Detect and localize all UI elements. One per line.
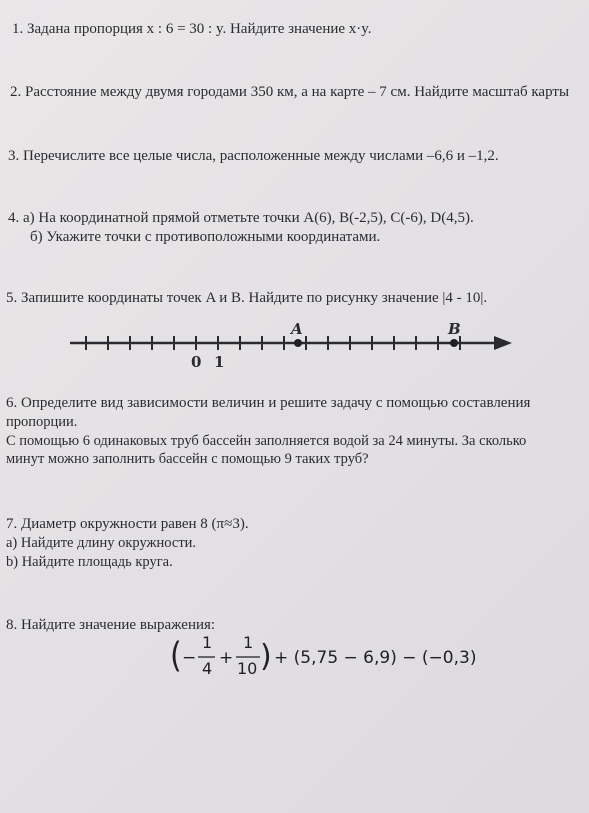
expr-frac1-denominator: 4 (202, 659, 213, 678)
problem-6-line-3: С помощью 6 одинаковых труб бассейн заполняется водой за 24 минуты. За сколько (6, 433, 527, 449)
problem-2: 2. Расстояние между двумя городами 350 км, а на карте – 7 см. Найдите масштаб карты (10, 84, 570, 100)
label-B: B (448, 320, 461, 338)
problem-1: 1. Задана пропорция x : 6 = 30 : y. Найдите значение x·y. (12, 21, 372, 37)
expr-rest: + (5,75 − 6,9) − (−0,3) (274, 648, 477, 668)
number-line-figure (60, 318, 520, 373)
problem-3: 3. Перечислите все целые числа, расположенные между числами –6,6 и –1,2. (8, 148, 499, 164)
problem-7-line-3: b) Найдите площадь круга. (6, 554, 173, 570)
expr-close-paren: ) (260, 639, 272, 674)
expr-frac1-numerator: 1 (202, 633, 213, 652)
math-expression (168, 628, 478, 688)
problem-8: 8. Найдите значение выражения: (6, 617, 216, 633)
problem-7-line-2: a) Найдите длину окружности. (6, 535, 197, 551)
problem-6-line-4: минут можно заполнить бассейн с помощью 9 таких труб? (6, 451, 369, 467)
problem-6-line-2: пропорции. (6, 414, 78, 430)
label-one: 1 (214, 353, 225, 371)
problem-7-line-1: 7. Диаметр окружности равен 8 (π≈3). (6, 516, 249, 532)
label-zero: 0 (191, 353, 202, 371)
problem-6-line-1: 6. Определите вид зависимости величин и решите задачу с помощью составления (6, 395, 531, 411)
point-A (294, 339, 302, 347)
number-line-arrow (494, 336, 512, 350)
problem-5: 5. Запишите координаты точек A и B. Найдите по рисунку значение |4 - 10|. (6, 290, 488, 306)
expr-open-paren: ( (170, 635, 182, 676)
problem-4a: 4. а) На координатной прямой отметьте точки A(6), B(-2,5), C(-6), D(4,5). (8, 210, 474, 226)
expr-frac2-denominator: 10 (237, 659, 258, 678)
expr-plus: + (219, 648, 234, 668)
problem-4b: б) Укажите точки с противоположными координатами. (30, 229, 381, 245)
expr-frac2-numerator: 1 (243, 633, 254, 652)
label-A: A (291, 320, 303, 338)
point-B (450, 339, 458, 347)
expr-minus: − (182, 648, 197, 668)
